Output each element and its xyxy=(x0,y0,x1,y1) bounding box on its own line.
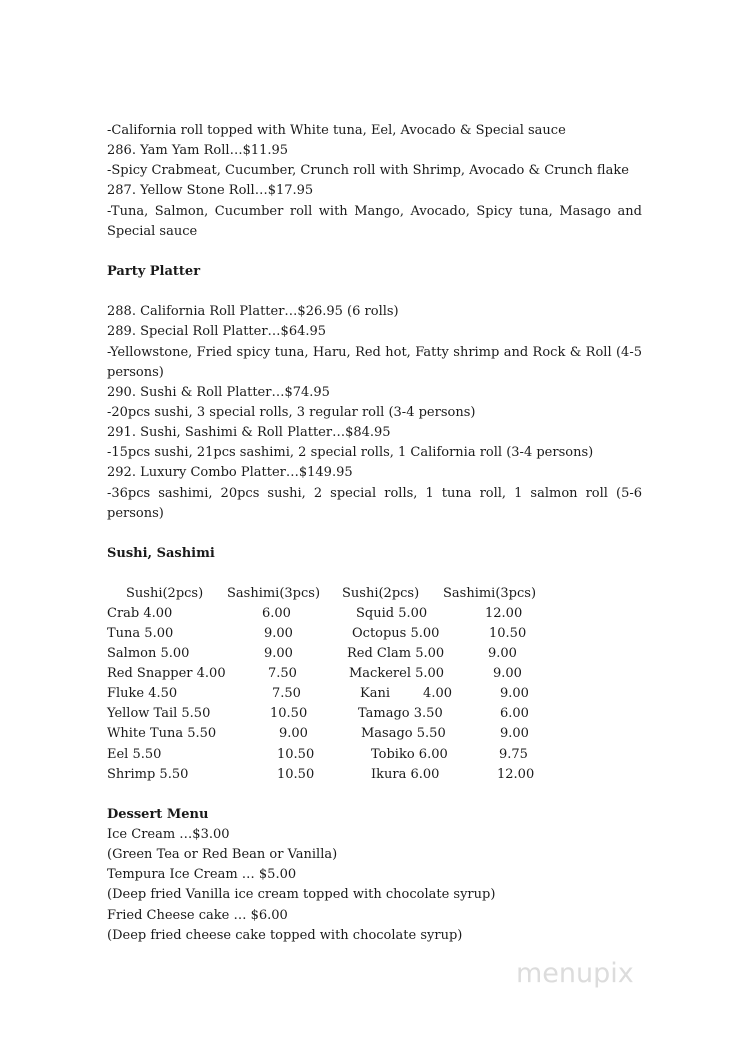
menu-item-292: 292. Luxury Combo Platter…$149.95 xyxy=(107,465,353,480)
watermark-logo: menupix xyxy=(516,958,634,989)
table-cell-sashimi: 9.00 xyxy=(500,726,529,741)
section-heading-dessert-menu: Dessert Menu xyxy=(107,807,209,822)
section-heading-sushi-sashimi: Sushi, Sashimi xyxy=(107,546,215,561)
table-cell-sushi: Mackerel 5.00 xyxy=(349,666,445,681)
table-cell-sushi: Salmon 5.00 xyxy=(107,646,190,661)
table-cell-sushi: Tuna 5.00 xyxy=(107,626,174,641)
table-cell-sashimi: 6.00 xyxy=(262,606,291,621)
table-cell-sashimi: 10.50 xyxy=(277,767,315,782)
menu-line-291-desc: -15pcs sushi, 21pcs sashimi, 2 special rolls, 1 California roll (3-4 persons) xyxy=(107,445,594,460)
table-cell-sushi: White Tuna 5.50 xyxy=(107,726,217,741)
menu-line-cheese-cake-desc: (Deep fried cheese cake topped with chocolate syrup) xyxy=(107,928,463,943)
table-cell-sashimi: 7.50 xyxy=(272,686,301,701)
table-cell-sushi: Ikura 6.00 xyxy=(371,767,440,782)
menu-item-288: 288. California Roll Platter…$26.95 (6 rolls) xyxy=(107,304,399,319)
table-header-sashimi-left: Sashimi(3pcs) xyxy=(227,586,321,601)
table-cell-sashimi: 7.50 xyxy=(268,666,297,681)
table-cell-sashimi: 9.00 xyxy=(500,686,529,701)
menu-line-yam-yam-desc: -Spicy Crabmeat, Cucumber, Crunch roll with Shrimp, Avocado & Crunch flake xyxy=(107,163,629,178)
menu-line-california-topped: -California roll topped with White tuna, Eel, Avocado & Special sauce xyxy=(107,123,566,138)
table-cell-sushi: Octopus 5.00 xyxy=(352,626,440,641)
table-cell-sushi: Masago 5.50 xyxy=(361,726,446,741)
menu-item-286: 286. Yam Yam Roll…$11.95 xyxy=(107,143,289,158)
menu-item-289: 289. Special Roll Platter…$64.95 xyxy=(107,324,327,339)
table-cell-sushi: Red Snapper 4.00 xyxy=(107,666,226,681)
table-cell-sushi: Red Clam 5.00 xyxy=(347,646,445,661)
table-cell-sashimi: 12.00 xyxy=(497,767,535,782)
table-cell-sushi: Crab 4.00 xyxy=(107,606,173,621)
table-cell-sushi: Kani 4.00 xyxy=(360,686,452,701)
table-cell-sushi: Shrimp 5.50 xyxy=(107,767,189,782)
table-cell-sashimi: 9.00 xyxy=(493,666,522,681)
section-heading-party-platter: Party Platter xyxy=(107,264,201,279)
menu-line-292-desc: -36pcs sashimi, 20pcs sushi, 2 special rolls, 1 tuna roll, 1 salmon roll (5-6 xyxy=(107,486,642,501)
table-cell-sushi: Squid 5.00 xyxy=(356,606,428,621)
menu-line-289-desc-cont: persons) xyxy=(107,365,164,380)
menu-line-ice-cream-desc: (Green Tea or Red Bean or Vanilla) xyxy=(107,847,338,862)
table-cell-sashimi: 12.00 xyxy=(485,606,523,621)
menu-item-tempura-ice-cream: Tempura Ice Cream … $5.00 xyxy=(107,867,297,882)
table-cell-sashimi: 9.75 xyxy=(499,747,528,762)
menu-item-290: 290. Sushi & Roll Platter…$74.95 xyxy=(107,385,330,400)
menu-line-tempura-desc: (Deep fried Vanilla ice cream topped with chocolate syrup) xyxy=(107,887,496,902)
table-header-sushi-right: Sushi(2pcs) xyxy=(342,586,420,601)
menu-item-287: 287. Yellow Stone Roll…$17.95 xyxy=(107,183,314,198)
menu-item-fried-cheese-cake: Fried Cheese cake … $6.00 xyxy=(107,908,288,923)
table-cell-sashimi: 10.50 xyxy=(489,626,527,641)
menu-line-289-desc: -Yellowstone, Fried spicy tuna, Haru, Red hot, Fatty shrimp and Rock & Roll (4-5 xyxy=(107,345,642,360)
table-cell-sashimi: 10.50 xyxy=(277,747,315,762)
table-cell-sushi: Tamago 3.50 xyxy=(358,706,443,721)
table-cell-sushi: Yellow Tail 5.50 xyxy=(107,706,211,721)
menu-item-291: 291. Sushi, Sashimi & Roll Platter…$84.95 xyxy=(107,425,391,440)
table-cell-sashimi: 10.50 xyxy=(270,706,308,721)
menu-item-ice-cream: Ice Cream …$3.00 xyxy=(107,827,230,842)
table-cell-sashimi: 9.00 xyxy=(279,726,308,741)
table-cell-sashimi: 6.00 xyxy=(500,706,529,721)
menu-line-290-desc: -20pcs sushi, 3 special rolls, 3 regular roll (3-4 persons) xyxy=(107,405,476,420)
table-cell-sashimi: 9.00 xyxy=(264,626,293,641)
table-header-sushi-left: Sushi(2pcs) xyxy=(126,586,204,601)
table-cell-sashimi: 9.00 xyxy=(488,646,517,661)
table-cell-sushi: Tobiko 6.00 xyxy=(371,747,448,762)
menu-line-292-desc-cont: persons) xyxy=(107,506,164,521)
table-cell-sashimi: 9.00 xyxy=(264,646,293,661)
table-cell-sushi: Eel 5.50 xyxy=(107,747,162,762)
table-header-sashimi-right: Sashimi(3pcs) xyxy=(443,586,537,601)
menu-line-yellow-stone-desc: -Tuna, Salmon, Cucumber roll with Mango, Avocado, Spicy tuna, Masago and xyxy=(107,204,642,219)
menu-line-yellow-stone-desc-cont: Special sauce xyxy=(107,224,198,239)
table-cell-sushi: Fluke 4.50 xyxy=(107,686,178,701)
